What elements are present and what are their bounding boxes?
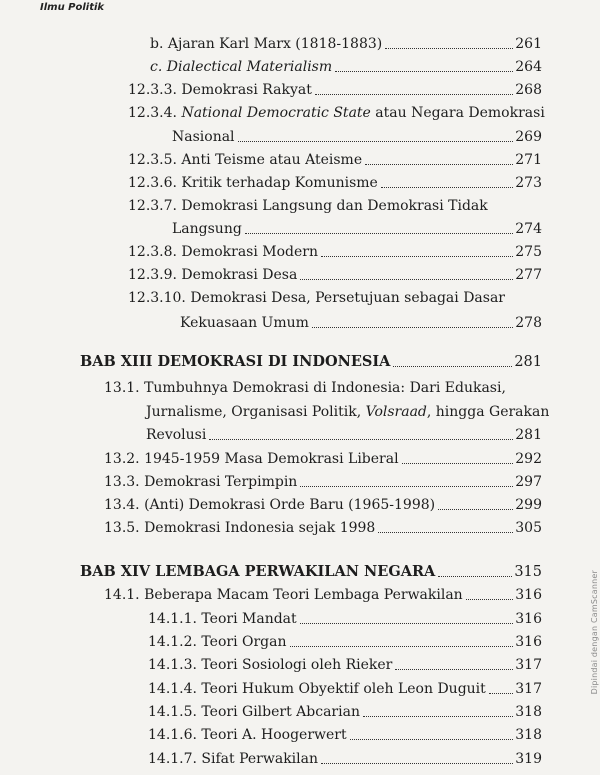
chapter-heading bbox=[80, 353, 542, 371]
dot-leader bbox=[438, 509, 513, 510]
entry-title: 13.4. (Anti) Demokrasi Orde Baru (1965-1998) bbox=[104, 497, 436, 513]
dot-leader bbox=[381, 187, 513, 188]
dot-leader bbox=[335, 71, 513, 72]
toc-entry bbox=[104, 496, 542, 514]
entry-page: 274 bbox=[515, 221, 542, 237]
dot-leader bbox=[393, 366, 512, 367]
dot-leader bbox=[402, 463, 514, 464]
toc-entry bbox=[150, 58, 542, 76]
dot-leader bbox=[300, 279, 513, 280]
dot-leader bbox=[300, 623, 514, 624]
toc-entry bbox=[148, 703, 542, 721]
toc-entry bbox=[128, 151, 542, 169]
dot-leader bbox=[209, 439, 513, 440]
dot-leader bbox=[438, 576, 512, 577]
entry-page: 277 bbox=[515, 267, 542, 283]
entry-title-part: Volsraad bbox=[365, 404, 427, 420]
entry-title: Kekuasaan Umum bbox=[180, 315, 309, 331]
entry-page: 278 bbox=[515, 315, 542, 331]
chapter-title: BAB XIII DEMOKRASI DI INDONESIA bbox=[80, 353, 391, 370]
dot-leader bbox=[300, 486, 513, 487]
entry-title: 14.1.1. Teori Mandat bbox=[148, 611, 297, 627]
entry-page: 316 bbox=[515, 611, 542, 627]
toc-entry bbox=[150, 35, 542, 53]
entry-title: 13.3. Demokrasi Terpimpin bbox=[104, 474, 298, 490]
entry-page: 264 bbox=[515, 59, 542, 75]
chapter-title: BAB XIV LEMBAGA PERWAKILAN NEGARA bbox=[80, 563, 436, 580]
entry-title: 12.3.8. Demokrasi Modern bbox=[128, 244, 318, 260]
entry-title-part: atau Negara Demokrasi bbox=[370, 105, 545, 121]
chapter-page: 315 bbox=[514, 564, 542, 580]
entry-page: 292 bbox=[515, 451, 542, 467]
entry-page: 269 bbox=[515, 129, 542, 145]
entry-page: 275 bbox=[515, 244, 542, 260]
entry-page: 318 bbox=[515, 727, 542, 743]
entry-title: 12.3.9. Demokrasi Desa bbox=[128, 267, 298, 283]
toc-entry-line bbox=[128, 197, 488, 215]
entry-page: 261 bbox=[515, 36, 542, 52]
toc-entry bbox=[104, 519, 542, 537]
dot-leader bbox=[385, 48, 513, 49]
toc-entry bbox=[128, 174, 542, 192]
entry-title-part: , hingga Gerakan bbox=[426, 404, 550, 420]
dot-leader bbox=[363, 716, 513, 717]
entry-title: 14.1.2. Teori Organ bbox=[148, 634, 287, 650]
entry-page: 317 bbox=[515, 657, 542, 673]
entry-page: 318 bbox=[515, 704, 542, 720]
toc-entry bbox=[148, 726, 542, 744]
entry-title: Langsung bbox=[172, 221, 242, 237]
entry-title: 13.1. Tumbuhnya Demokrasi di Indonesia: Dari Edukasi, bbox=[104, 380, 506, 396]
entry-page: 281 bbox=[515, 427, 542, 443]
entry-title: c. Dialectical Materialism bbox=[150, 59, 333, 75]
running-head: Ilmu Politik bbox=[40, 2, 105, 13]
entry-page: 273 bbox=[515, 175, 542, 191]
entry-title: 13.2. 1945-1959 Masa Demokrasi Liberal bbox=[104, 451, 399, 467]
toc-entry bbox=[148, 610, 542, 628]
entry-title: 13.5. Demokrasi Indonesia sejak 1998 bbox=[104, 520, 376, 536]
toc-entry bbox=[104, 586, 542, 604]
entry-title: 14.1.5. Teori Gilbert Abcarian bbox=[148, 704, 360, 720]
toc-entry bbox=[104, 473, 542, 491]
entry-title: 12.3.3. Demokrasi Rakyat bbox=[128, 82, 312, 98]
entry-page: 316 bbox=[515, 587, 542, 603]
toc-entry-line bbox=[146, 403, 549, 421]
toc-entry bbox=[128, 266, 542, 284]
toc-entry bbox=[146, 426, 542, 444]
entry-title: 14.1.6. Teori A. Hoogerwert bbox=[148, 727, 347, 743]
dot-leader bbox=[290, 646, 514, 647]
entry-title: 12.3.7. Demokrasi Langsung dan Demokrasi Tidak bbox=[128, 198, 488, 214]
entry-title-part: National Democratic State bbox=[181, 105, 371, 121]
entry-title: 14.1.3. Teori Sosiologi oleh Rieker bbox=[148, 657, 393, 673]
chapter-page: 281 bbox=[514, 354, 542, 370]
toc-entry bbox=[180, 314, 542, 332]
entry-title-part: 12.3.4. bbox=[128, 105, 182, 121]
dot-leader bbox=[350, 739, 514, 740]
toc-entry-line bbox=[128, 289, 505, 307]
entry-title: Nasional bbox=[172, 129, 235, 145]
chapter-heading bbox=[80, 563, 542, 581]
dot-leader bbox=[489, 693, 513, 694]
toc-entry bbox=[128, 81, 542, 99]
toc-entry bbox=[148, 656, 542, 674]
scanner-watermark: Dipindai dengan CamScanner bbox=[590, 570, 599, 695]
toc-entry bbox=[172, 220, 542, 238]
toc-entry-line bbox=[128, 104, 545, 122]
entry-title: 14.1.4. Teori Hukum Obyektif oleh Leon Duguit bbox=[148, 681, 486, 697]
entry-title: 12.3.10. Demokrasi Desa, Persetujuan sebagai Dasar bbox=[128, 290, 505, 306]
toc-entry bbox=[148, 680, 542, 698]
entry-page: 299 bbox=[515, 497, 542, 513]
entry-title: b. Ajaran Karl Marx (1818-1883) bbox=[150, 36, 383, 52]
entry-page: 305 bbox=[515, 520, 542, 536]
entry-title: 14.1.7. Sifat Perwakilan bbox=[148, 751, 319, 767]
dot-leader bbox=[321, 763, 513, 764]
entry-page: 316 bbox=[515, 634, 542, 650]
dot-leader bbox=[395, 669, 513, 670]
dot-leader bbox=[238, 141, 514, 142]
toc-entry bbox=[148, 750, 542, 768]
toc-entry bbox=[148, 633, 542, 651]
toc-entry bbox=[128, 243, 542, 261]
entry-title: 12.3.6. Kritik terhadap Komunisme bbox=[128, 175, 378, 191]
entry-title: 12.3.5. Anti Teisme atau Ateisme bbox=[128, 152, 363, 168]
toc-entry-line bbox=[104, 379, 506, 397]
dot-leader bbox=[312, 327, 513, 328]
dot-leader bbox=[245, 233, 513, 234]
dot-leader bbox=[466, 599, 514, 600]
entry-page: 317 bbox=[515, 681, 542, 697]
entry-page: 268 bbox=[515, 82, 542, 98]
entry-title: 14.1. Beberapa Macam Teori Lembaga Perwakilan bbox=[104, 587, 463, 603]
dot-leader bbox=[365, 164, 513, 165]
dot-leader bbox=[378, 532, 513, 533]
entry-title: Revolusi bbox=[146, 427, 207, 443]
entry-title-part: Jurnalisme, Organisasi Politik, bbox=[146, 404, 366, 420]
toc-entry bbox=[172, 128, 542, 146]
toc-entry bbox=[104, 450, 542, 468]
dot-leader bbox=[321, 256, 513, 257]
entry-page: 297 bbox=[515, 474, 542, 490]
entry-page: 319 bbox=[515, 751, 542, 767]
dot-leader bbox=[315, 94, 513, 95]
entry-page: 271 bbox=[515, 152, 542, 168]
